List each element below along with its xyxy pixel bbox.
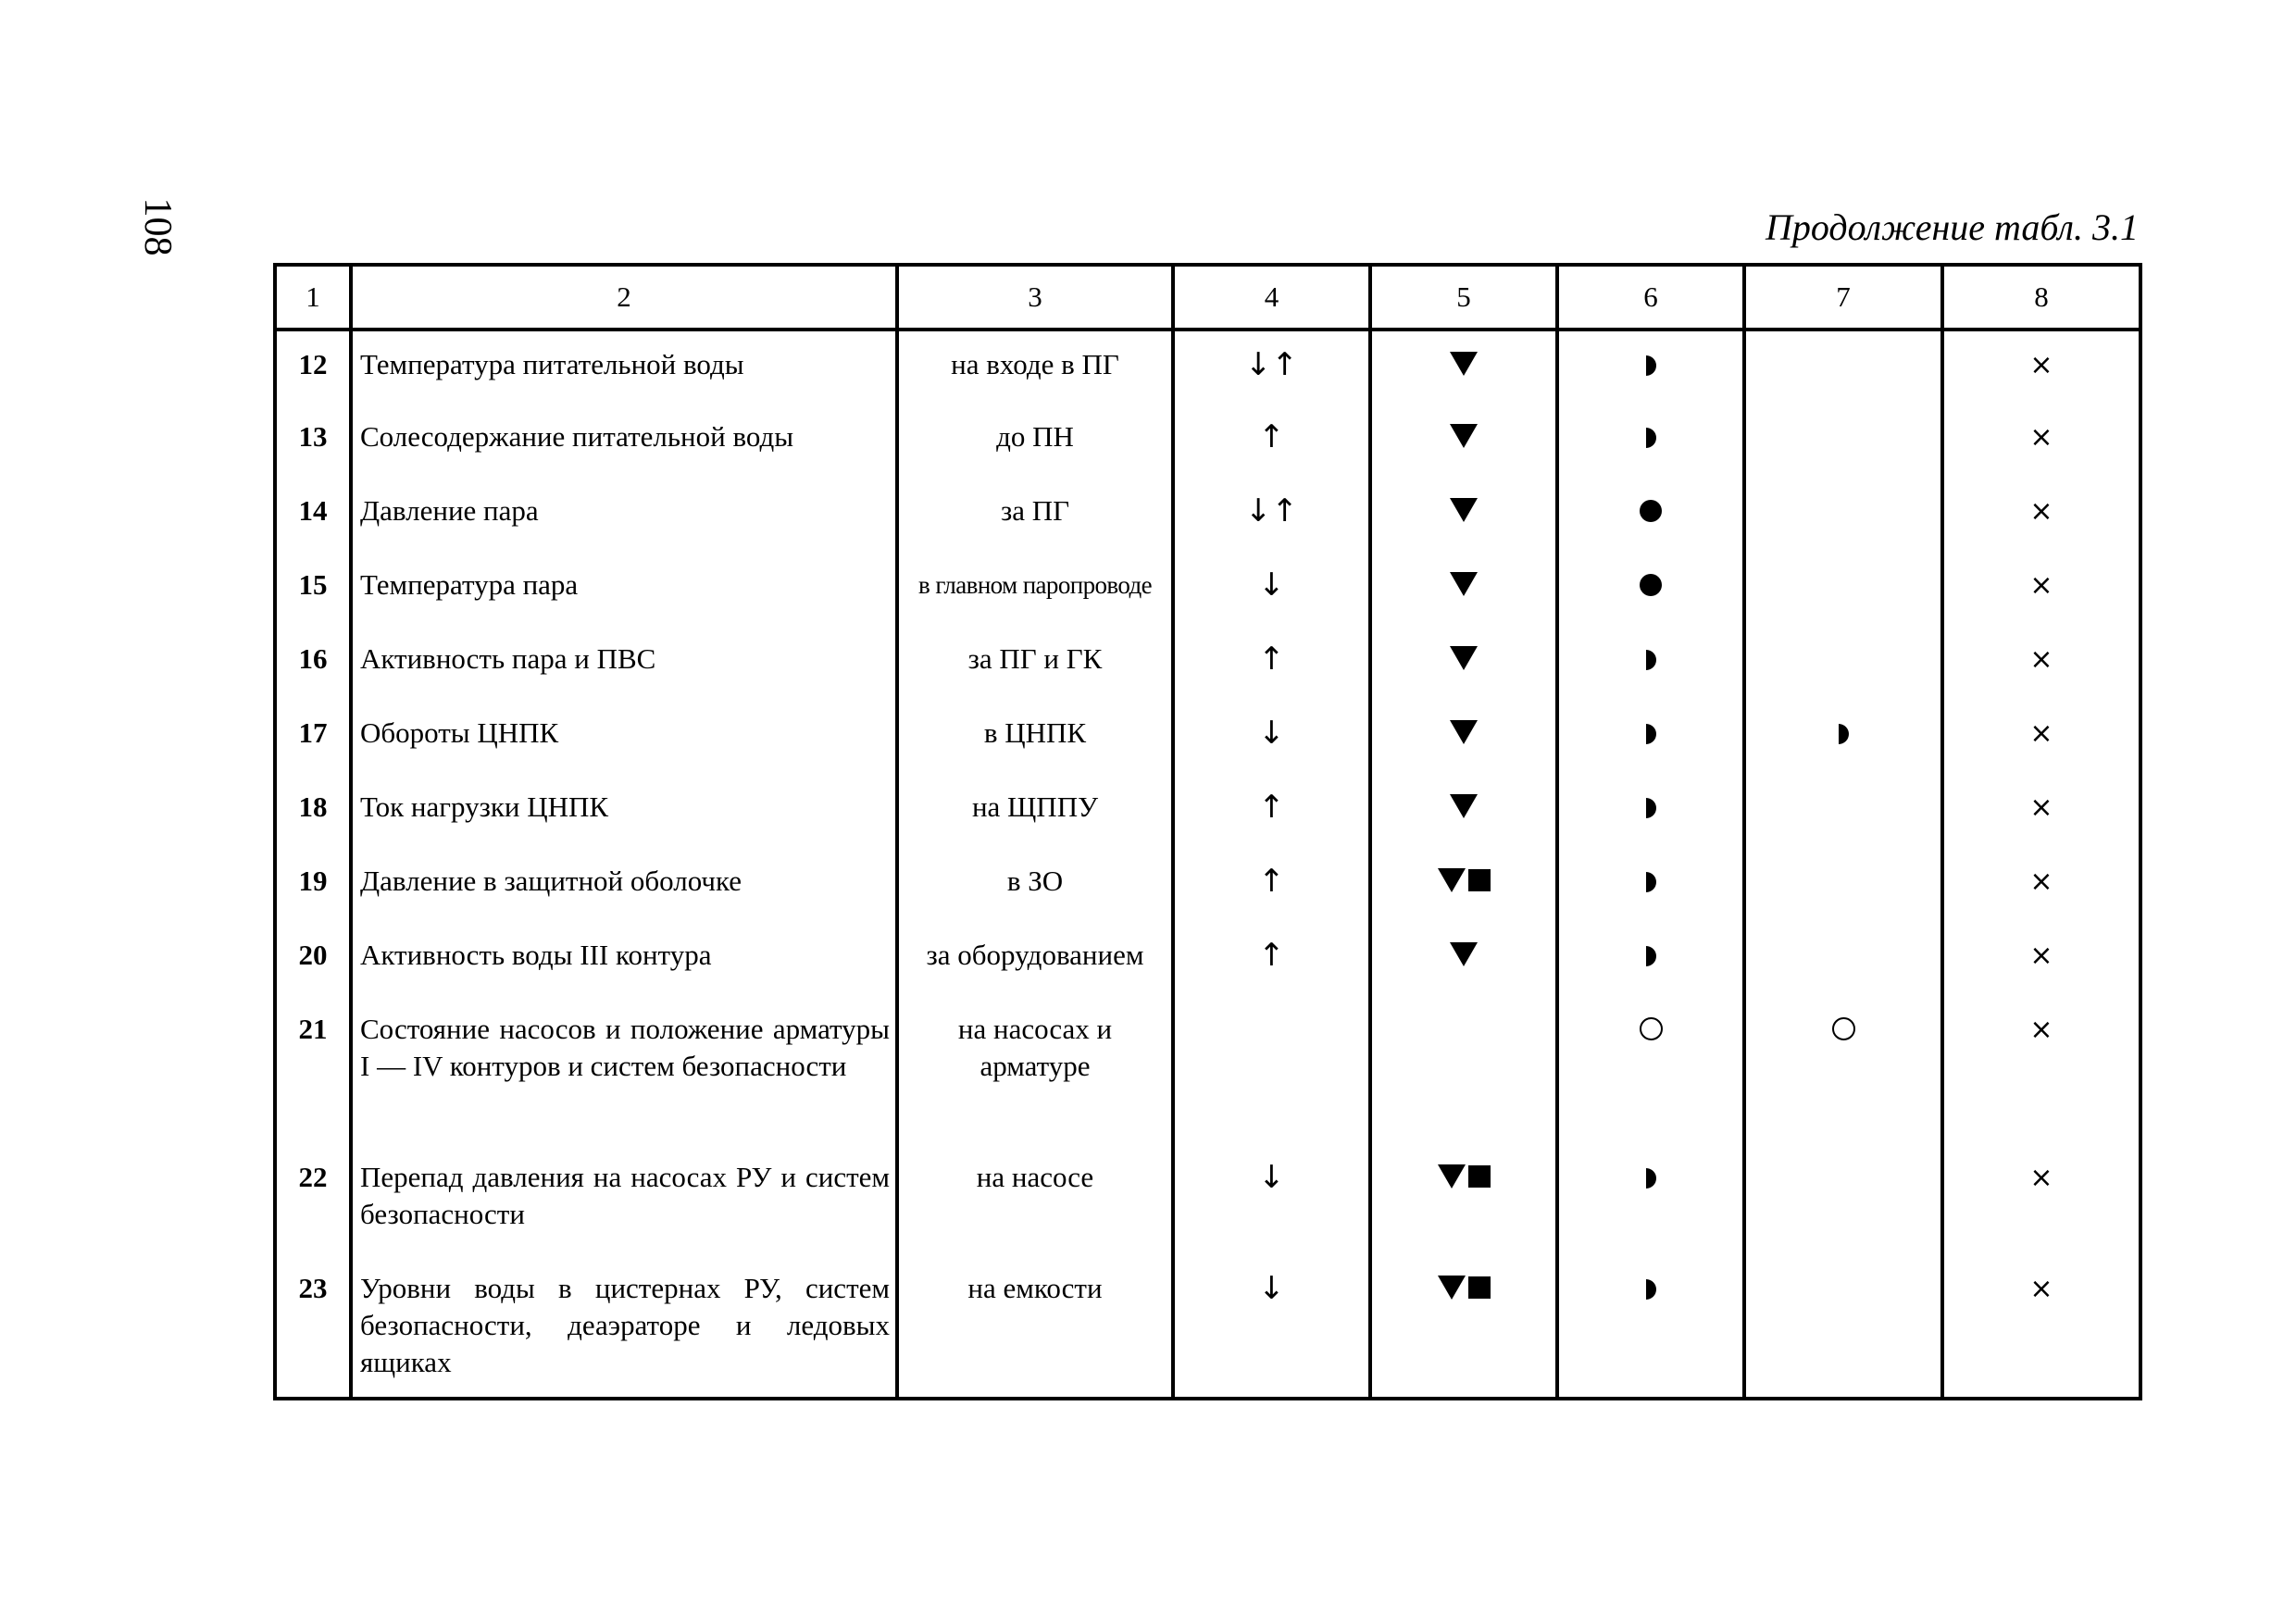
half-circle-icon: [1646, 355, 1656, 376]
direction-cell: [1173, 330, 1370, 404]
measurement-place: в главном паропроводе: [897, 552, 1173, 626]
open-circle-icon: [1640, 1017, 1663, 1040]
half-circle-icon: [1646, 872, 1656, 892]
triangle-icon: [1450, 720, 1478, 744]
row-number: 19: [275, 848, 351, 922]
parameter-name: Уровни воды в цистернах РУ, систем безопасности, деаэраторе и ледовых ящиках: [351, 1255, 897, 1399]
cross-icon: ×: [2029, 940, 2053, 972]
indication-symbol-cell: [1557, 922, 1744, 996]
table-row: [275, 404, 2140, 478]
extra-indication-cell: [1744, 1255, 1942, 1399]
cross-icon: ×: [2029, 569, 2053, 602]
direction-cell: [1173, 996, 1370, 1144]
cross-icon: ×: [2029, 1162, 2053, 1194]
cross-icon: ×: [2029, 1273, 2053, 1305]
signal-symbol-cell: [1370, 848, 1557, 922]
header-cell-5: 5: [1370, 265, 1557, 330]
signal-symbol-cell: [1370, 478, 1557, 552]
direction-cell: [1173, 552, 1370, 626]
triangle-icon: [1450, 794, 1478, 818]
half-circle-icon: [1646, 1279, 1656, 1300]
extra-indication-cell: [1744, 848, 1942, 922]
parameter-name: Давление в защитной оболочке: [351, 848, 897, 922]
cross-icon: ×: [2029, 717, 2053, 750]
triangle-icon: [1450, 424, 1478, 448]
parameter-name: Активность воды III контура: [351, 922, 897, 996]
parameter-name: Обороты ЦНПК: [351, 700, 897, 774]
extra-indication-cell: [1744, 996, 1942, 1144]
half-circle-icon: [1839, 724, 1849, 744]
direction-cell: [1173, 848, 1370, 922]
signal-symbol-cell: [1370, 774, 1557, 848]
parameter-name: Состояние насосов и положение арматуры I — IV контуров и систем безопасности: [351, 996, 897, 1144]
row-number: 21: [275, 996, 351, 1144]
signal-symbol-cell: [1370, 1144, 1557, 1255]
triangle-icon: [1450, 498, 1478, 522]
row-number: 23: [275, 1255, 351, 1399]
indication-symbol-cell: [1557, 330, 1744, 404]
parameter-name: Температура питательной воды: [351, 330, 897, 404]
parameter-name: Ток нагрузки ЦНПК: [351, 774, 897, 848]
table-row: [275, 774, 2140, 848]
table-row: [275, 848, 2140, 922]
row-number: 12: [275, 330, 351, 404]
row-number: 15: [275, 552, 351, 626]
half-circle-icon: [1646, 946, 1656, 966]
arrow-icon: ↑: [1258, 789, 1285, 826]
indication-symbol-cell: [1557, 996, 1744, 1144]
header-cell-8: 8: [1942, 265, 2140, 330]
signal-symbol-cell: [1370, 700, 1557, 774]
measurement-place: на насосе: [897, 1144, 1173, 1255]
page-number: 108: [136, 197, 179, 256]
half-circle-icon: [1646, 724, 1656, 744]
row-number: 16: [275, 626, 351, 700]
direction-cell: [1173, 922, 1370, 996]
indication-symbol-cell: [1557, 1144, 1744, 1255]
square-icon: [1468, 869, 1491, 891]
registration-cell: [1942, 1255, 2140, 1399]
arrow-icon: ↑: [1258, 418, 1285, 455]
square-icon: [1468, 1165, 1491, 1188]
header-cell-3: 3: [897, 265, 1173, 330]
registration-cell: [1942, 404, 2140, 478]
measurement-place: в ЗО: [897, 848, 1173, 922]
registration-cell: [1942, 478, 2140, 552]
direction-cell: [1173, 1144, 1370, 1255]
measurement-place: на ЩППУ: [897, 774, 1173, 848]
header-cell-6: 6: [1557, 265, 1744, 330]
arrow-icon: ↓: [1258, 566, 1285, 604]
arrow-icon: ↑: [1258, 937, 1285, 974]
signal-symbol-cell: [1370, 1255, 1557, 1399]
indication-symbol-cell: [1557, 1255, 1744, 1399]
table-header-row: [275, 265, 2140, 330]
parameter-name: Температура пара: [351, 552, 897, 626]
measurement-place: до ПН: [897, 404, 1173, 478]
direction-cell: [1173, 626, 1370, 700]
extra-indication-cell: [1744, 552, 1942, 626]
direction-cell: [1173, 1255, 1370, 1399]
indication-symbol-cell: [1557, 404, 1744, 478]
open-circle-icon: [1832, 1017, 1855, 1040]
table-row: [275, 996, 2140, 1144]
parameter-name: Перепад давления на насосах РУ и систем безопасности: [351, 1144, 897, 1255]
measurement-place: за оборудованием: [897, 922, 1173, 996]
half-circle-icon: [1646, 1168, 1656, 1189]
extra-indication-cell: [1744, 404, 1942, 478]
filled-circle-icon: [1640, 574, 1662, 596]
row-number: 17: [275, 700, 351, 774]
row-number: 20: [275, 922, 351, 996]
continuation-label: Продолжение табл. 3.1: [1765, 206, 2139, 248]
row-number: 13: [275, 404, 351, 478]
square-icon: [1468, 1276, 1491, 1299]
extra-indication-cell: [1744, 478, 1942, 552]
registration-cell: [1942, 848, 2140, 922]
measurement-place: за ПГ и ГК: [897, 626, 1173, 700]
registration-cell: [1942, 552, 2140, 626]
table-row: [275, 1144, 2140, 1255]
signal-symbol-cell: [1370, 922, 1557, 996]
data-table: [273, 263, 2142, 1400]
header-cell-7: 7: [1744, 265, 1942, 330]
registration-cell: [1942, 922, 2140, 996]
header-cell-4: 4: [1173, 265, 1370, 330]
half-circle-icon: [1646, 650, 1656, 670]
header-cell-1: 1: [275, 265, 351, 330]
row-number: 18: [275, 774, 351, 848]
triangle-icon: [1450, 646, 1478, 670]
measurement-place: на насосах и арматуре: [897, 996, 1173, 1144]
triangle-icon: [1450, 942, 1478, 966]
indication-symbol-cell: [1557, 478, 1744, 552]
cross-icon: ×: [2029, 1014, 2053, 1046]
parameter-name: Давление пара: [351, 478, 897, 552]
arrow-icon: ↑: [1258, 863, 1285, 900]
triangle-icon: [1438, 1276, 1466, 1300]
half-circle-icon: [1646, 428, 1656, 448]
direction-cell: [1173, 404, 1370, 478]
signal-symbol-cell: [1370, 330, 1557, 404]
extra-indication-cell: [1744, 922, 1942, 996]
arrow-icon: ↑: [1258, 641, 1285, 678]
indication-symbol-cell: [1557, 552, 1744, 626]
half-circle-icon: [1646, 798, 1656, 818]
cross-icon: ×: [2029, 865, 2053, 898]
measurement-place: на входе в ПГ: [897, 330, 1173, 404]
arrow-icon: ↓: [1258, 1159, 1285, 1196]
extra-indication-cell: [1744, 1144, 1942, 1255]
arrow-icon: ↓: [1258, 715, 1285, 752]
indication-symbol-cell: [1557, 774, 1744, 848]
extra-indication-cell: [1744, 774, 1942, 848]
arrow-icon: ↓↑: [1245, 346, 1298, 383]
measurement-place: на емкости: [897, 1255, 1173, 1399]
extra-indication-cell: [1744, 626, 1942, 700]
cross-icon: ×: [2029, 495, 2053, 528]
signal-symbol-cell: [1370, 404, 1557, 478]
table-row: [275, 700, 2140, 774]
cross-icon: ×: [2029, 791, 2053, 824]
table-row: [275, 1255, 2140, 1399]
table-row: [275, 922, 2140, 996]
indication-symbol-cell: [1557, 626, 1744, 700]
measurement-place: за ПГ: [897, 478, 1173, 552]
table-row: [275, 330, 2140, 404]
registration-cell: [1942, 626, 2140, 700]
arrow-icon: ↓: [1258, 1270, 1285, 1307]
direction-cell: [1173, 700, 1370, 774]
registration-cell: [1942, 330, 2140, 404]
arrow-icon: ↓↑: [1245, 492, 1298, 529]
table-row: [275, 552, 2140, 626]
triangle-icon: [1438, 868, 1466, 892]
row-number: 14: [275, 478, 351, 552]
measurement-place: в ЦНПК: [897, 700, 1173, 774]
registration-cell: [1942, 996, 2140, 1144]
row-number: 22: [275, 1144, 351, 1255]
cross-icon: ×: [2029, 421, 2053, 454]
direction-cell: [1173, 478, 1370, 552]
parameter-name: Солесодержание питательной воды: [351, 404, 897, 478]
filled-circle-icon: [1640, 500, 1662, 522]
cross-icon: ×: [2029, 643, 2053, 676]
triangle-icon: [1438, 1164, 1466, 1189]
registration-cell: [1942, 774, 2140, 848]
signal-symbol-cell: [1370, 996, 1557, 1144]
cross-icon: ×: [2029, 349, 2053, 381]
triangle-icon: [1450, 572, 1478, 596]
extra-indication-cell: [1744, 330, 1942, 404]
indication-symbol-cell: [1557, 700, 1744, 774]
registration-cell: [1942, 1144, 2140, 1255]
signal-symbol-cell: [1370, 626, 1557, 700]
indication-symbol-cell: [1557, 848, 1744, 922]
direction-cell: [1173, 774, 1370, 848]
signal-symbol-cell: [1370, 552, 1557, 626]
table-row: [275, 626, 2140, 700]
table-row: [275, 478, 2140, 552]
header-cell-2: 2: [351, 265, 897, 330]
registration-cell: [1942, 700, 2140, 774]
parameter-name: Активность пара и ПВС: [351, 626, 897, 700]
triangle-icon: [1450, 352, 1478, 376]
extra-indication-cell: [1744, 700, 1942, 774]
